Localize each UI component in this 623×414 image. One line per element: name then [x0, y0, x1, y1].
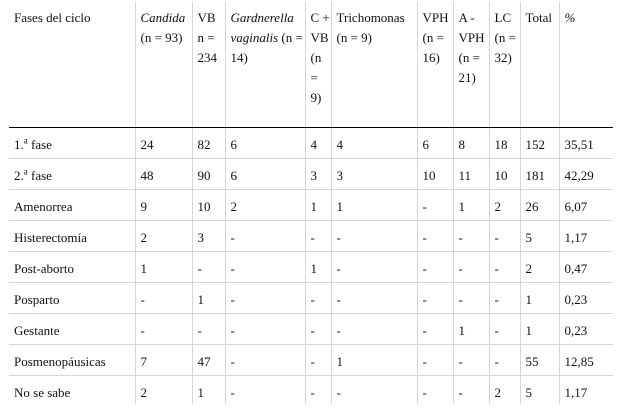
table-row: [9, 190, 613, 221]
column-header-name: %: [564, 10, 576, 25]
table-cell: 42,29: [559, 159, 613, 190]
table-cell: -: [192, 252, 225, 283]
table-row: [9, 314, 613, 345]
table-cell: -: [489, 345, 520, 376]
column-header: [225, 2, 305, 128]
table-cell: 18: [489, 128, 520, 159]
column-header-name: A - VPH: [458, 10, 485, 45]
table-cell: 1: [520, 283, 559, 314]
table-row: [9, 376, 613, 404]
column-header-count: (n = 14): [230, 30, 303, 65]
table-cell: -: [305, 283, 331, 314]
table-cell: 6: [225, 128, 305, 159]
table-cell: -: [453, 252, 489, 283]
row-label-suffix: fase: [27, 168, 52, 183]
column-header-name: Trichomonas: [336, 10, 405, 25]
table-cell: 2: [489, 376, 520, 404]
row-label-text: Gestante: [14, 323, 60, 338]
table-cell: -: [305, 376, 331, 404]
table-cell: 1: [331, 345, 417, 376]
table-row: [9, 159, 613, 190]
column-header-count: (n = 21): [458, 50, 480, 85]
table-cell: -: [135, 283, 192, 314]
row-label-superscript: a: [23, 166, 28, 177]
table-cell: 48: [135, 159, 192, 190]
table-cell: -: [453, 283, 489, 314]
table-row: [9, 283, 613, 314]
table-cell: 1: [520, 314, 559, 345]
column-header: [331, 2, 417, 128]
table-cell: 10: [417, 159, 453, 190]
table-cell: -: [417, 190, 453, 221]
column-header-count: (n = 32): [494, 30, 516, 65]
table-cell: -: [331, 376, 417, 404]
table-cell: -: [331, 314, 417, 345]
column-header: [520, 2, 559, 128]
table-row: [9, 221, 613, 252]
table-cell: -: [225, 221, 305, 252]
table-cell: 1: [453, 190, 489, 221]
table-cell: -: [225, 283, 305, 314]
table-cell: 1: [192, 283, 225, 314]
row-label-text: Post-aborto: [14, 261, 74, 276]
table-cell: 3: [192, 221, 225, 252]
row-label-text: No se sabe: [14, 385, 71, 400]
table-cell: 1: [331, 190, 417, 221]
table-cell: -: [417, 376, 453, 404]
column-header: [489, 2, 520, 128]
row-label: [9, 314, 135, 345]
table-cell: 9: [135, 190, 192, 221]
table-cell: 6: [417, 128, 453, 159]
row-label-text: Posparto: [14, 292, 60, 307]
table-cell: -: [489, 314, 520, 345]
row-label: [9, 376, 135, 404]
table-cell: 2: [520, 252, 559, 283]
row-label-superscript: a: [23, 135, 28, 146]
table-cell: -: [192, 314, 225, 345]
column-header-name: Gardnerella vaginalis: [230, 10, 294, 45]
table-cell: 181: [520, 159, 559, 190]
table-cell: 11: [453, 159, 489, 190]
table-cell: -: [417, 252, 453, 283]
table-body: [9, 128, 613, 404]
header-row: [9, 2, 613, 128]
table-cell: -: [225, 376, 305, 404]
row-label: [9, 283, 135, 314]
table-cell: -: [417, 345, 453, 376]
table-cell: -: [453, 221, 489, 252]
table-cell: -: [489, 221, 520, 252]
column-header-count: (n = 9): [336, 30, 372, 45]
table-cell: 0,47: [559, 252, 613, 283]
table-cell: 12,85: [559, 345, 613, 376]
table-cell: 26: [520, 190, 559, 221]
table-row: [9, 252, 613, 283]
column-header: [192, 2, 225, 128]
table-cell: -: [305, 345, 331, 376]
table-cell: 1,17: [559, 221, 613, 252]
column-header: [135, 2, 192, 128]
column-header-count: n = 234: [197, 30, 217, 65]
row-label-text: Posmenopáusicas: [14, 354, 106, 369]
table-cell: -: [331, 221, 417, 252]
column-header: [559, 2, 613, 128]
table-cell: 3: [331, 159, 417, 190]
cycle-phase-table-container: [9, 2, 613, 404]
column-header-name: VPH: [422, 10, 449, 25]
table-cell: 1,17: [559, 376, 613, 404]
table-cell: -: [331, 252, 417, 283]
row-label: [9, 190, 135, 221]
table-cell: -: [331, 283, 417, 314]
row-label-text: 1.: [14, 137, 24, 152]
column-header: [417, 2, 453, 128]
table-cell: 152: [520, 128, 559, 159]
table-cell: 2: [135, 376, 192, 404]
table-row: [9, 345, 613, 376]
row-label-text: Histerectomía: [14, 230, 87, 245]
table-cell: -: [417, 221, 453, 252]
column-header: [9, 2, 135, 128]
table-cell: 2: [225, 190, 305, 221]
table-cell: 5: [520, 221, 559, 252]
table-cell: 7: [135, 345, 192, 376]
table-row: [9, 128, 613, 159]
column-header-name: Fases del ciclo: [14, 10, 91, 25]
table-cell: 47: [192, 345, 225, 376]
table-cell: -: [225, 314, 305, 345]
column-header: [305, 2, 331, 128]
column-header-name: Candida: [140, 10, 186, 25]
table-cell: 4: [331, 128, 417, 159]
table-cell: 5: [520, 376, 559, 404]
column-header: [453, 2, 489, 128]
table-cell: 10: [192, 190, 225, 221]
column-header-count: (n = 9): [310, 50, 322, 105]
row-label: [9, 221, 135, 252]
column-header-count: (n = 93): [140, 30, 183, 45]
row-label: [9, 345, 135, 376]
table-cell: -: [453, 345, 489, 376]
table-cell: 90: [192, 159, 225, 190]
table-cell: -: [225, 345, 305, 376]
table-cell: 0,23: [559, 283, 613, 314]
table-cell: 3: [305, 159, 331, 190]
table-cell: 55: [520, 345, 559, 376]
table-cell: 82: [192, 128, 225, 159]
column-header-count: (n = 16): [422, 30, 444, 65]
table-cell: 0,23: [559, 314, 613, 345]
table-cell: 1: [305, 190, 331, 221]
table-cell: 6,07: [559, 190, 613, 221]
table-cell: 6: [225, 159, 305, 190]
table-cell: 8: [453, 128, 489, 159]
table-cell: -: [305, 314, 331, 345]
table-cell: 1: [453, 314, 489, 345]
table-cell: -: [489, 252, 520, 283]
table-cell: -: [135, 314, 192, 345]
table-cell: -: [417, 314, 453, 345]
table-cell: -: [489, 283, 520, 314]
row-label-suffix: fase: [27, 137, 52, 152]
row-label-text: Amenorrea: [14, 199, 73, 214]
row-label: [9, 252, 135, 283]
row-label: [9, 159, 135, 190]
row-label: [9, 128, 135, 159]
table-cell: 1: [305, 252, 331, 283]
column-header-name: LC: [494, 10, 512, 25]
row-label-text: 2.: [14, 168, 24, 183]
table-cell: -: [305, 221, 331, 252]
table-cell: 4: [305, 128, 331, 159]
table-cell: 2: [135, 221, 192, 252]
table-cell: 10: [489, 159, 520, 190]
cycle-phase-table: [9, 2, 613, 404]
table-cell: 2: [489, 190, 520, 221]
column-header-name: Total: [525, 10, 553, 25]
table-cell: 35,51: [559, 128, 613, 159]
table-cell: -: [225, 252, 305, 283]
table-cell: 1: [135, 252, 192, 283]
table-cell: -: [417, 283, 453, 314]
column-header-name: C + VB: [310, 10, 330, 45]
table-cell: 24: [135, 128, 192, 159]
column-header-name: VB: [197, 10, 216, 25]
table-cell: 1: [192, 376, 225, 404]
table-cell: -: [453, 376, 489, 404]
